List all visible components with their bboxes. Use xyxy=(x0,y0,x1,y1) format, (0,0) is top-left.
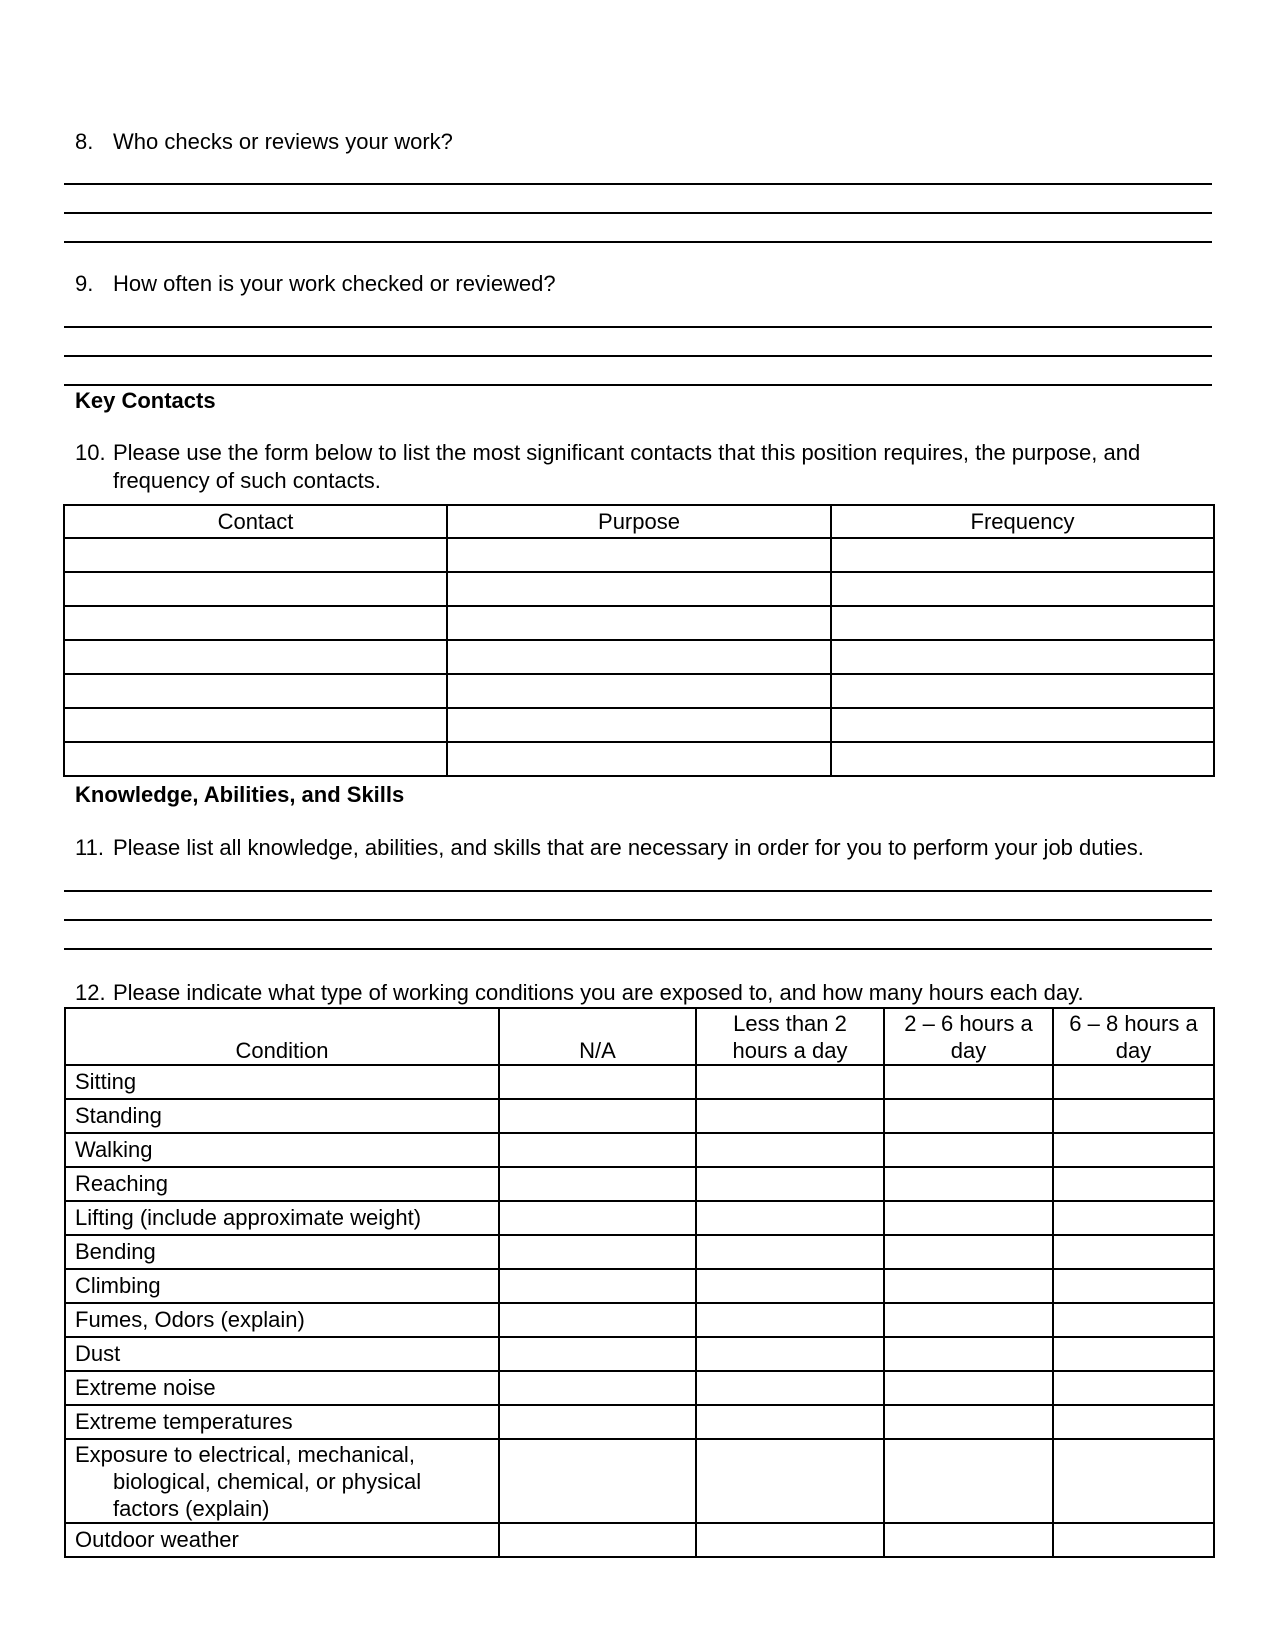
h68-cell[interactable] xyxy=(1053,1337,1214,1371)
header-line: hours a day xyxy=(732,1038,848,1063)
table-row xyxy=(65,1167,1214,1201)
contact-cell[interactable] xyxy=(64,572,447,606)
purpose-cell[interactable] xyxy=(447,708,831,742)
working-conditions-table xyxy=(64,1007,1215,1558)
contact-cell[interactable] xyxy=(64,538,447,572)
question-11 xyxy=(75,834,1144,862)
purpose-cell[interactable] xyxy=(447,572,831,606)
h26-cell[interactable] xyxy=(884,1405,1053,1439)
frequency-cell[interactable] xyxy=(831,640,1214,674)
header-line: 6 – 8 hours a xyxy=(1069,1011,1198,1036)
question-number: 10. xyxy=(75,440,106,465)
contact-cell[interactable] xyxy=(64,674,447,708)
h68-cell[interactable] xyxy=(1053,1201,1214,1235)
header-line: Less than 2 xyxy=(733,1011,847,1036)
answer-line[interactable] xyxy=(64,355,1212,357)
table-row xyxy=(64,606,1214,640)
contact-cell[interactable] xyxy=(64,742,447,776)
header-line: day xyxy=(1115,1038,1152,1063)
question-number: 11. xyxy=(75,835,104,860)
frequency-cell[interactable] xyxy=(831,606,1214,640)
table-row xyxy=(64,674,1214,708)
h26-cell[interactable] xyxy=(884,1439,1053,1523)
condition-label: Fumes, Odors (explain) xyxy=(65,1303,499,1337)
condition-label: Outdoor weather xyxy=(65,1523,499,1557)
h68-cell[interactable] xyxy=(1053,1439,1214,1523)
na-cell[interactable] xyxy=(499,1303,696,1337)
question-number: 8. xyxy=(75,129,94,154)
answer-line[interactable] xyxy=(64,948,1212,950)
lt2-cell[interactable] xyxy=(696,1303,884,1337)
condition-label-line3: factors (explain) xyxy=(113,1495,270,1521)
question-10 xyxy=(75,439,1225,495)
lt2-cell[interactable] xyxy=(696,1099,884,1133)
header-line: 2 – 6 hours a xyxy=(904,1011,1033,1036)
condition-label: Extreme temperatures xyxy=(65,1405,499,1439)
lt2-cell[interactable] xyxy=(696,1201,884,1235)
table-row xyxy=(65,1133,1214,1167)
question-text: Please indicate what type of working conditions you are exposed to, and how many hours each day. xyxy=(113,980,1084,1005)
na-cell[interactable] xyxy=(499,1099,696,1133)
condition-label: Standing xyxy=(65,1099,499,1133)
h68-cell[interactable] xyxy=(1053,1167,1214,1201)
lt2-cell[interactable] xyxy=(696,1371,884,1405)
h26-cell[interactable] xyxy=(884,1303,1053,1337)
lt2-cell[interactable] xyxy=(696,1167,884,1201)
h26-cell[interactable] xyxy=(884,1201,1053,1235)
h26-cell[interactable] xyxy=(884,1235,1053,1269)
lt2-cell[interactable] xyxy=(696,1269,884,1303)
lt2-cell[interactable] xyxy=(696,1133,884,1167)
table-row xyxy=(64,708,1214,742)
table-row xyxy=(64,640,1214,674)
purpose-cell[interactable] xyxy=(447,674,831,708)
table-header-row xyxy=(64,505,1214,538)
lt2-cell[interactable] xyxy=(696,1065,884,1099)
purpose-cell[interactable] xyxy=(447,742,831,776)
table-row xyxy=(64,538,1214,572)
na-cell[interactable] xyxy=(499,1269,696,1303)
frequency-cell[interactable] xyxy=(831,674,1214,708)
table-row xyxy=(65,1439,1214,1523)
h68-cell[interactable] xyxy=(1053,1269,1214,1303)
question-8 xyxy=(75,128,453,156)
condition-label: Walking xyxy=(65,1133,499,1167)
table-row xyxy=(64,742,1214,776)
answer-line[interactable] xyxy=(64,919,1212,921)
na-cell[interactable] xyxy=(499,1133,696,1167)
frequency-cell[interactable] xyxy=(831,538,1214,572)
purpose-cell[interactable] xyxy=(447,640,831,674)
na-cell[interactable] xyxy=(499,1337,696,1371)
header-line: day xyxy=(950,1038,987,1063)
contact-cell[interactable] xyxy=(64,708,447,742)
na-cell[interactable] xyxy=(499,1523,696,1557)
condition-label-line1: Exposure to electrical, mechanical, xyxy=(75,1441,415,1467)
condition-label xyxy=(65,1439,499,1523)
na-cell[interactable] xyxy=(499,1405,696,1439)
table-row xyxy=(65,1201,1214,1235)
na-cell[interactable] xyxy=(499,1371,696,1405)
condition-label: Climbing xyxy=(65,1269,499,1303)
frequency-cell[interactable] xyxy=(831,742,1214,776)
answer-line[interactable] xyxy=(64,212,1212,214)
question-number: 12. xyxy=(75,980,106,1005)
column-header-6-8-hours xyxy=(1053,1008,1214,1065)
na-cell[interactable] xyxy=(499,1065,696,1099)
answer-line[interactable] xyxy=(64,890,1212,892)
frequency-cell[interactable] xyxy=(831,708,1214,742)
lt2-cell[interactable] xyxy=(696,1405,884,1439)
table-header-row xyxy=(65,1008,1214,1065)
h68-cell[interactable] xyxy=(1053,1099,1214,1133)
lt2-cell[interactable] xyxy=(696,1337,884,1371)
table-row xyxy=(65,1099,1214,1133)
h26-cell[interactable] xyxy=(884,1133,1053,1167)
h68-cell[interactable] xyxy=(1053,1235,1214,1269)
na-cell[interactable] xyxy=(499,1201,696,1235)
purpose-cell[interactable] xyxy=(447,538,831,572)
contact-cell[interactable] xyxy=(64,640,447,674)
question-text: Who checks or reviews your work? xyxy=(113,129,453,154)
table-row xyxy=(65,1303,1214,1337)
h68-cell[interactable] xyxy=(1053,1371,1214,1405)
condition-label: Reaching xyxy=(65,1167,499,1201)
question-9 xyxy=(75,270,556,298)
h26-cell[interactable] xyxy=(884,1099,1053,1133)
condition-label: Extreme noise xyxy=(65,1371,499,1405)
table-row xyxy=(65,1523,1214,1557)
column-header-2-6-hours xyxy=(884,1008,1053,1065)
answer-line[interactable] xyxy=(64,326,1212,328)
h26-cell[interactable] xyxy=(884,1167,1053,1201)
question-12 xyxy=(75,979,1084,1007)
condition-label: Sitting xyxy=(65,1065,499,1099)
contact-cell[interactable] xyxy=(64,606,447,640)
condition-label: Dust xyxy=(65,1337,499,1371)
answer-line[interactable] xyxy=(64,183,1212,185)
h68-cell[interactable] xyxy=(1053,1133,1214,1167)
column-header-frequency: Frequency xyxy=(831,505,1214,538)
frequency-cell[interactable] xyxy=(831,572,1214,606)
na-cell[interactable] xyxy=(499,1439,696,1523)
question-text-line1: Please use the form below to list the most significant contacts that this position requires, the purpose, and xyxy=(113,440,1141,465)
column-header-less-than-2 xyxy=(696,1008,884,1065)
column-header-purpose: Purpose xyxy=(447,505,831,538)
lt2-cell[interactable] xyxy=(696,1235,884,1269)
h68-cell[interactable] xyxy=(1053,1523,1214,1557)
table-row xyxy=(65,1371,1214,1405)
lt2-cell[interactable] xyxy=(696,1523,884,1557)
contacts-table xyxy=(63,504,1215,777)
question-text-line2: frequency of such contacts. xyxy=(113,468,381,493)
table-row xyxy=(65,1405,1214,1439)
column-header-na: N/A xyxy=(499,1008,696,1065)
table-row xyxy=(65,1269,1214,1303)
table-row xyxy=(65,1065,1214,1099)
purpose-cell[interactable] xyxy=(447,606,831,640)
answer-line[interactable] xyxy=(64,241,1212,243)
h26-cell[interactable] xyxy=(884,1269,1053,1303)
condition-label-line2: biological, chemical, or physical xyxy=(113,1468,422,1494)
h26-cell[interactable] xyxy=(884,1065,1053,1099)
h26-cell[interactable] xyxy=(884,1523,1053,1557)
h68-cell[interactable] xyxy=(1053,1303,1214,1337)
question-number: 9. xyxy=(75,271,94,296)
question-text: Please list all knowledge, abilities, and skills that are necessary in order for you to perform your job duties. xyxy=(113,835,1144,860)
table-row xyxy=(65,1337,1214,1371)
section-heading-key-contacts: Key Contacts xyxy=(75,388,216,413)
table-row xyxy=(65,1235,1214,1269)
na-cell[interactable] xyxy=(499,1235,696,1269)
answer-line[interactable] xyxy=(64,384,1212,386)
lt2-cell[interactable] xyxy=(696,1439,884,1523)
question-text: How often is your work checked or reviewed? xyxy=(113,271,556,296)
section-heading-kas: Knowledge, Abilities, and Skills xyxy=(75,782,405,807)
h68-cell[interactable] xyxy=(1053,1405,1214,1439)
condition-label: Bending xyxy=(65,1235,499,1269)
table-row xyxy=(64,572,1214,606)
condition-label: Lifting (include approximate weight) xyxy=(65,1201,499,1235)
h26-cell[interactable] xyxy=(884,1337,1053,1371)
na-cell[interactable] xyxy=(499,1167,696,1201)
h26-cell[interactable] xyxy=(884,1371,1053,1405)
h68-cell[interactable] xyxy=(1053,1065,1214,1099)
column-header-condition: Condition xyxy=(65,1008,499,1065)
column-header-contact: Contact xyxy=(64,505,447,538)
